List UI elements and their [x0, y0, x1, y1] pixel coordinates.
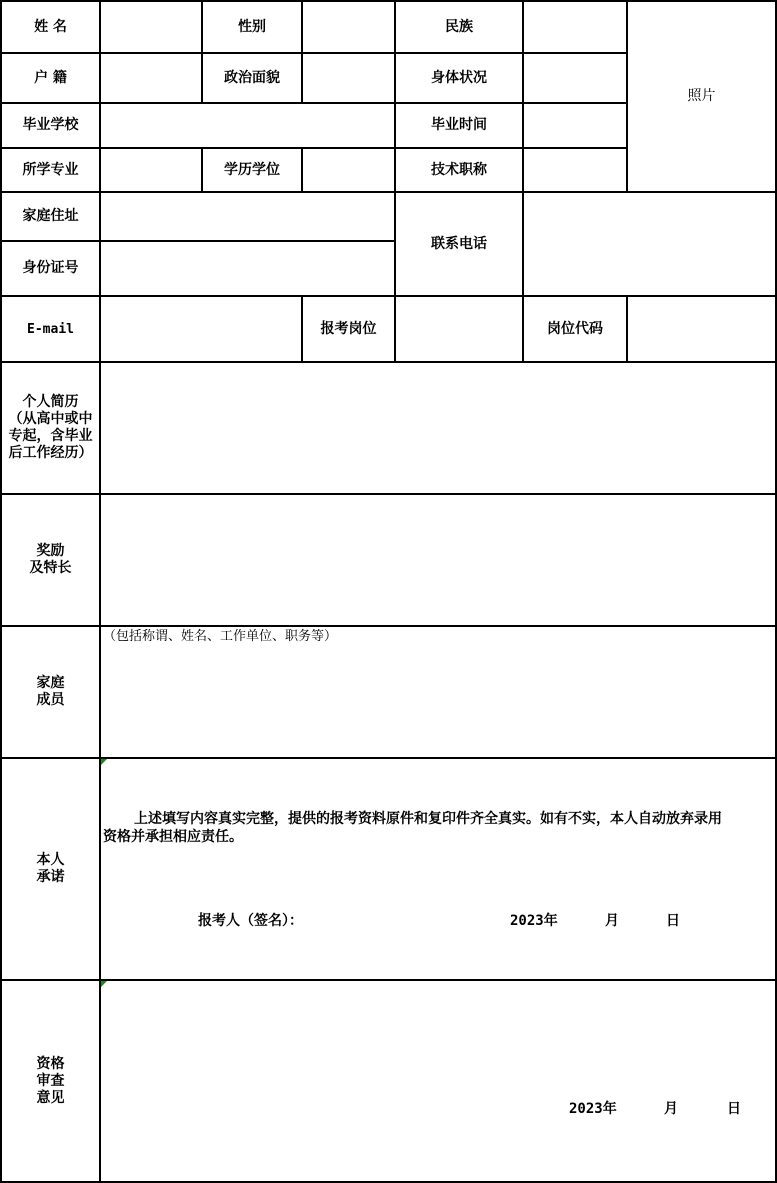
review-year: 2023年	[569, 1101, 617, 1117]
label-family	[0, 627, 101, 759]
resume-label-line: （从高中或中	[8, 411, 93, 427]
label-position-code: 岗位代码	[524, 297, 628, 363]
field-phone[interactable]	[524, 193, 777, 297]
field-political-status[interactable]	[303, 54, 396, 104]
label-domicile: 户 籍	[0, 54, 101, 104]
field-family[interactable]	[101, 627, 777, 759]
label-title: 技术职称	[396, 149, 524, 193]
label-degree: 学历学位	[203, 149, 303, 193]
field-major[interactable]	[101, 149, 203, 193]
label-id-number: 身份证号	[0, 242, 101, 297]
awards-label-line: 奖励	[36, 543, 65, 559]
field-id-number[interactable]	[101, 242, 396, 297]
cell-comment-marker-icon	[101, 981, 107, 987]
label-pledge	[0, 759, 101, 981]
family-hint: （包括称谓、姓名、工作单位、职务等）	[103, 629, 338, 644]
field-awards[interactable]	[101, 495, 777, 627]
field-email[interactable]	[101, 297, 303, 363]
pledge-label-line: 本人	[36, 852, 65, 868]
field-grad-time[interactable]	[524, 104, 628, 149]
label-review	[0, 981, 101, 1183]
photo-box: 照片	[628, 0, 777, 193]
pledge-year: 2023年	[510, 913, 558, 929]
resume-label-line: 个人简历	[22, 394, 79, 410]
pledge-day: 日	[666, 913, 680, 929]
label-resume	[0, 363, 101, 495]
field-health[interactable]	[524, 54, 628, 104]
review-label-line: 意见	[36, 1089, 65, 1106]
label-phone: 联系电话	[396, 193, 524, 297]
label-ethnicity: 民族	[396, 0, 524, 54]
field-position[interactable]	[396, 297, 524, 363]
field-gender[interactable]	[303, 0, 396, 54]
label-political-status: 政治面貌	[203, 54, 303, 104]
pledge-box	[101, 759, 777, 981]
awards-label-line: 及特长	[29, 560, 72, 576]
field-domicile[interactable]	[101, 54, 203, 104]
field-review[interactable]	[101, 981, 777, 1183]
label-position: 报考岗位	[303, 297, 396, 363]
field-address[interactable]	[101, 193, 396, 242]
resume-label-line: 后工作经历）	[8, 445, 93, 461]
field-name[interactable]	[101, 0, 203, 54]
signature-label: 报考人（签名）：	[198, 913, 303, 929]
review-label-line: 审查	[36, 1072, 65, 1089]
pledge-text-line2: 资格并承担相应责任。	[103, 829, 243, 845]
label-major: 所学专业	[0, 149, 101, 193]
pledge-month: 月	[605, 913, 619, 929]
label-awards	[0, 495, 101, 627]
field-degree[interactable]	[303, 149, 396, 193]
family-label-line: 家庭	[36, 675, 65, 691]
label-address: 家庭住址	[0, 193, 101, 242]
field-title[interactable]	[524, 149, 628, 193]
label-school: 毕业学校	[0, 104, 101, 149]
field-resume[interactable]	[101, 363, 777, 495]
label-grad-time: 毕业时间	[396, 104, 524, 149]
cell-comment-marker-icon	[101, 759, 107, 765]
field-position-code[interactable]	[628, 297, 777, 363]
review-day: 日	[727, 1101, 741, 1117]
label-health: 身体状况	[396, 54, 524, 104]
label-email: E-mail	[0, 297, 101, 363]
family-label-line: 成员	[36, 692, 65, 708]
field-ethnicity[interactable]	[524, 0, 628, 54]
review-month: 月	[664, 1101, 678, 1117]
label-name: 姓 名	[0, 0, 101, 54]
field-school[interactable]	[101, 104, 396, 149]
pledge-text-line1: 上述填写内容真实完整，提供的报考资料原件和复印件齐全真实。如有不实，本人自动放弃录用	[134, 811, 722, 827]
pledge-label-line: 承诺	[36, 869, 65, 885]
review-label-line: 资格	[36, 1055, 65, 1072]
resume-label-line: 专起，含毕业	[8, 428, 93, 444]
label-gender: 性别	[203, 0, 303, 54]
